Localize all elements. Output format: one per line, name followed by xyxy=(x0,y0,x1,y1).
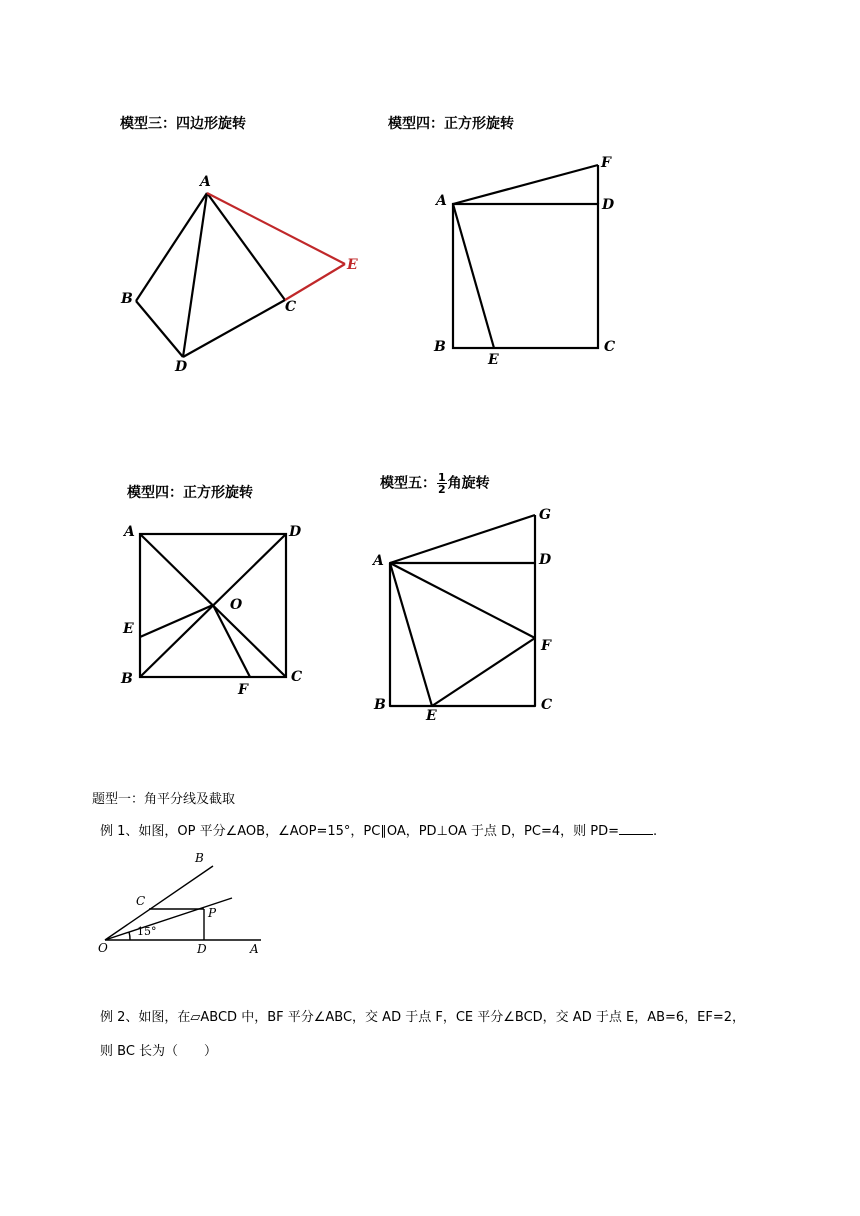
angle-arc xyxy=(129,932,130,940)
caption-model5 xyxy=(380,472,490,495)
label-fig2-b: B xyxy=(434,339,446,355)
segment-dc xyxy=(183,300,285,357)
label-fig2-d: D xyxy=(602,197,615,213)
label-fig3-b: B xyxy=(121,671,133,687)
label-fig2-c: C xyxy=(604,339,616,355)
answer-blank xyxy=(619,822,653,835)
diagonal-db xyxy=(140,534,286,677)
segment-ae xyxy=(453,204,494,348)
label-fig4-e: E xyxy=(426,708,437,724)
label-fig4-g: G xyxy=(539,507,551,523)
segment-ca xyxy=(207,193,285,300)
label-fig3-a: A xyxy=(124,524,135,540)
diagonal-ac xyxy=(140,534,286,677)
label-fig4-b: B xyxy=(374,697,386,713)
label-fig5-b: B xyxy=(195,851,204,865)
fraction-numerator: 1 xyxy=(438,471,446,484)
segment-of xyxy=(213,605,250,677)
square-abcd xyxy=(140,534,286,677)
label-fig2-a: A xyxy=(436,193,447,209)
label-fig5-d: D xyxy=(197,942,207,956)
example-2-line1: 例 2、如图，在▱ABCD 中，BF 平分∠ABC，交 AD 于点 F，CE 平分∠BCD，交 AD 于点 E，AB=6，EF=2， xyxy=(100,1010,746,1025)
example-1-text-before: 例 1、如图，OP 平分∠AOB，∠AOP=15°，PC∥OA，PD⊥OA 于点 D，PC=4，则 PD= xyxy=(100,824,620,839)
label-fig1-c: C xyxy=(285,299,297,315)
segment-bd xyxy=(136,301,183,357)
segment-ag xyxy=(390,515,535,563)
label-fig4-d: D xyxy=(539,552,552,568)
section-title: 题型一：角平分线及截取 xyxy=(92,792,236,807)
label-fig3-e: E xyxy=(123,621,134,637)
caption-model4-top: 模型四：正方形旋转 xyxy=(388,116,514,132)
segment-ef xyxy=(432,638,535,706)
segment-ae xyxy=(207,193,345,264)
label-fig3-c: C xyxy=(291,669,303,685)
label-fig3-o: O xyxy=(230,597,243,613)
label-fig5-angle: 15° xyxy=(137,925,157,938)
label-fig1-b: B xyxy=(121,291,133,307)
label-fig1-e: E xyxy=(347,257,358,273)
label-fig5-o: O xyxy=(98,941,108,955)
example-1-text xyxy=(100,820,657,839)
fraction-denominator: 2 xyxy=(438,483,446,496)
label-fig5-p: P xyxy=(208,906,217,920)
caption-model4-bottom: 模型四：正方形旋转 xyxy=(127,485,253,501)
label-fig2-e: E xyxy=(488,352,499,368)
example-2-line2: 则 BC 长为（ ） xyxy=(100,1044,218,1059)
label-fig3-f: F xyxy=(238,682,248,698)
ray-ob xyxy=(105,866,213,940)
label-fig2-f: F xyxy=(601,155,611,171)
segment-ae xyxy=(390,563,432,706)
label-fig5-a: A xyxy=(250,942,259,956)
segment-ab xyxy=(136,193,207,301)
label-fig4-c: C xyxy=(541,697,553,713)
label-fig1-d: D xyxy=(175,359,188,375)
caption-model3: 模型三：四边形旋转 xyxy=(120,116,246,132)
label-fig1-a: A xyxy=(200,174,211,190)
label-fig4-f: F xyxy=(541,638,551,654)
caption-model5-suffix: 角旋转 xyxy=(447,475,490,492)
segment-eo xyxy=(140,605,213,637)
label-fig5-c: C xyxy=(136,894,146,908)
segment-ec xyxy=(285,264,345,300)
segment-ad xyxy=(183,193,207,357)
caption-model5-prefix: 模型五： xyxy=(380,475,436,492)
square-abcd xyxy=(453,204,598,348)
label-fig4-a: A xyxy=(373,553,384,569)
segment-af xyxy=(390,563,535,638)
example-1-text-after: . xyxy=(653,824,658,839)
half-fraction xyxy=(437,472,447,495)
square-abcd xyxy=(390,563,535,706)
label-fig3-d: D xyxy=(289,524,302,540)
segment-af xyxy=(453,165,598,204)
